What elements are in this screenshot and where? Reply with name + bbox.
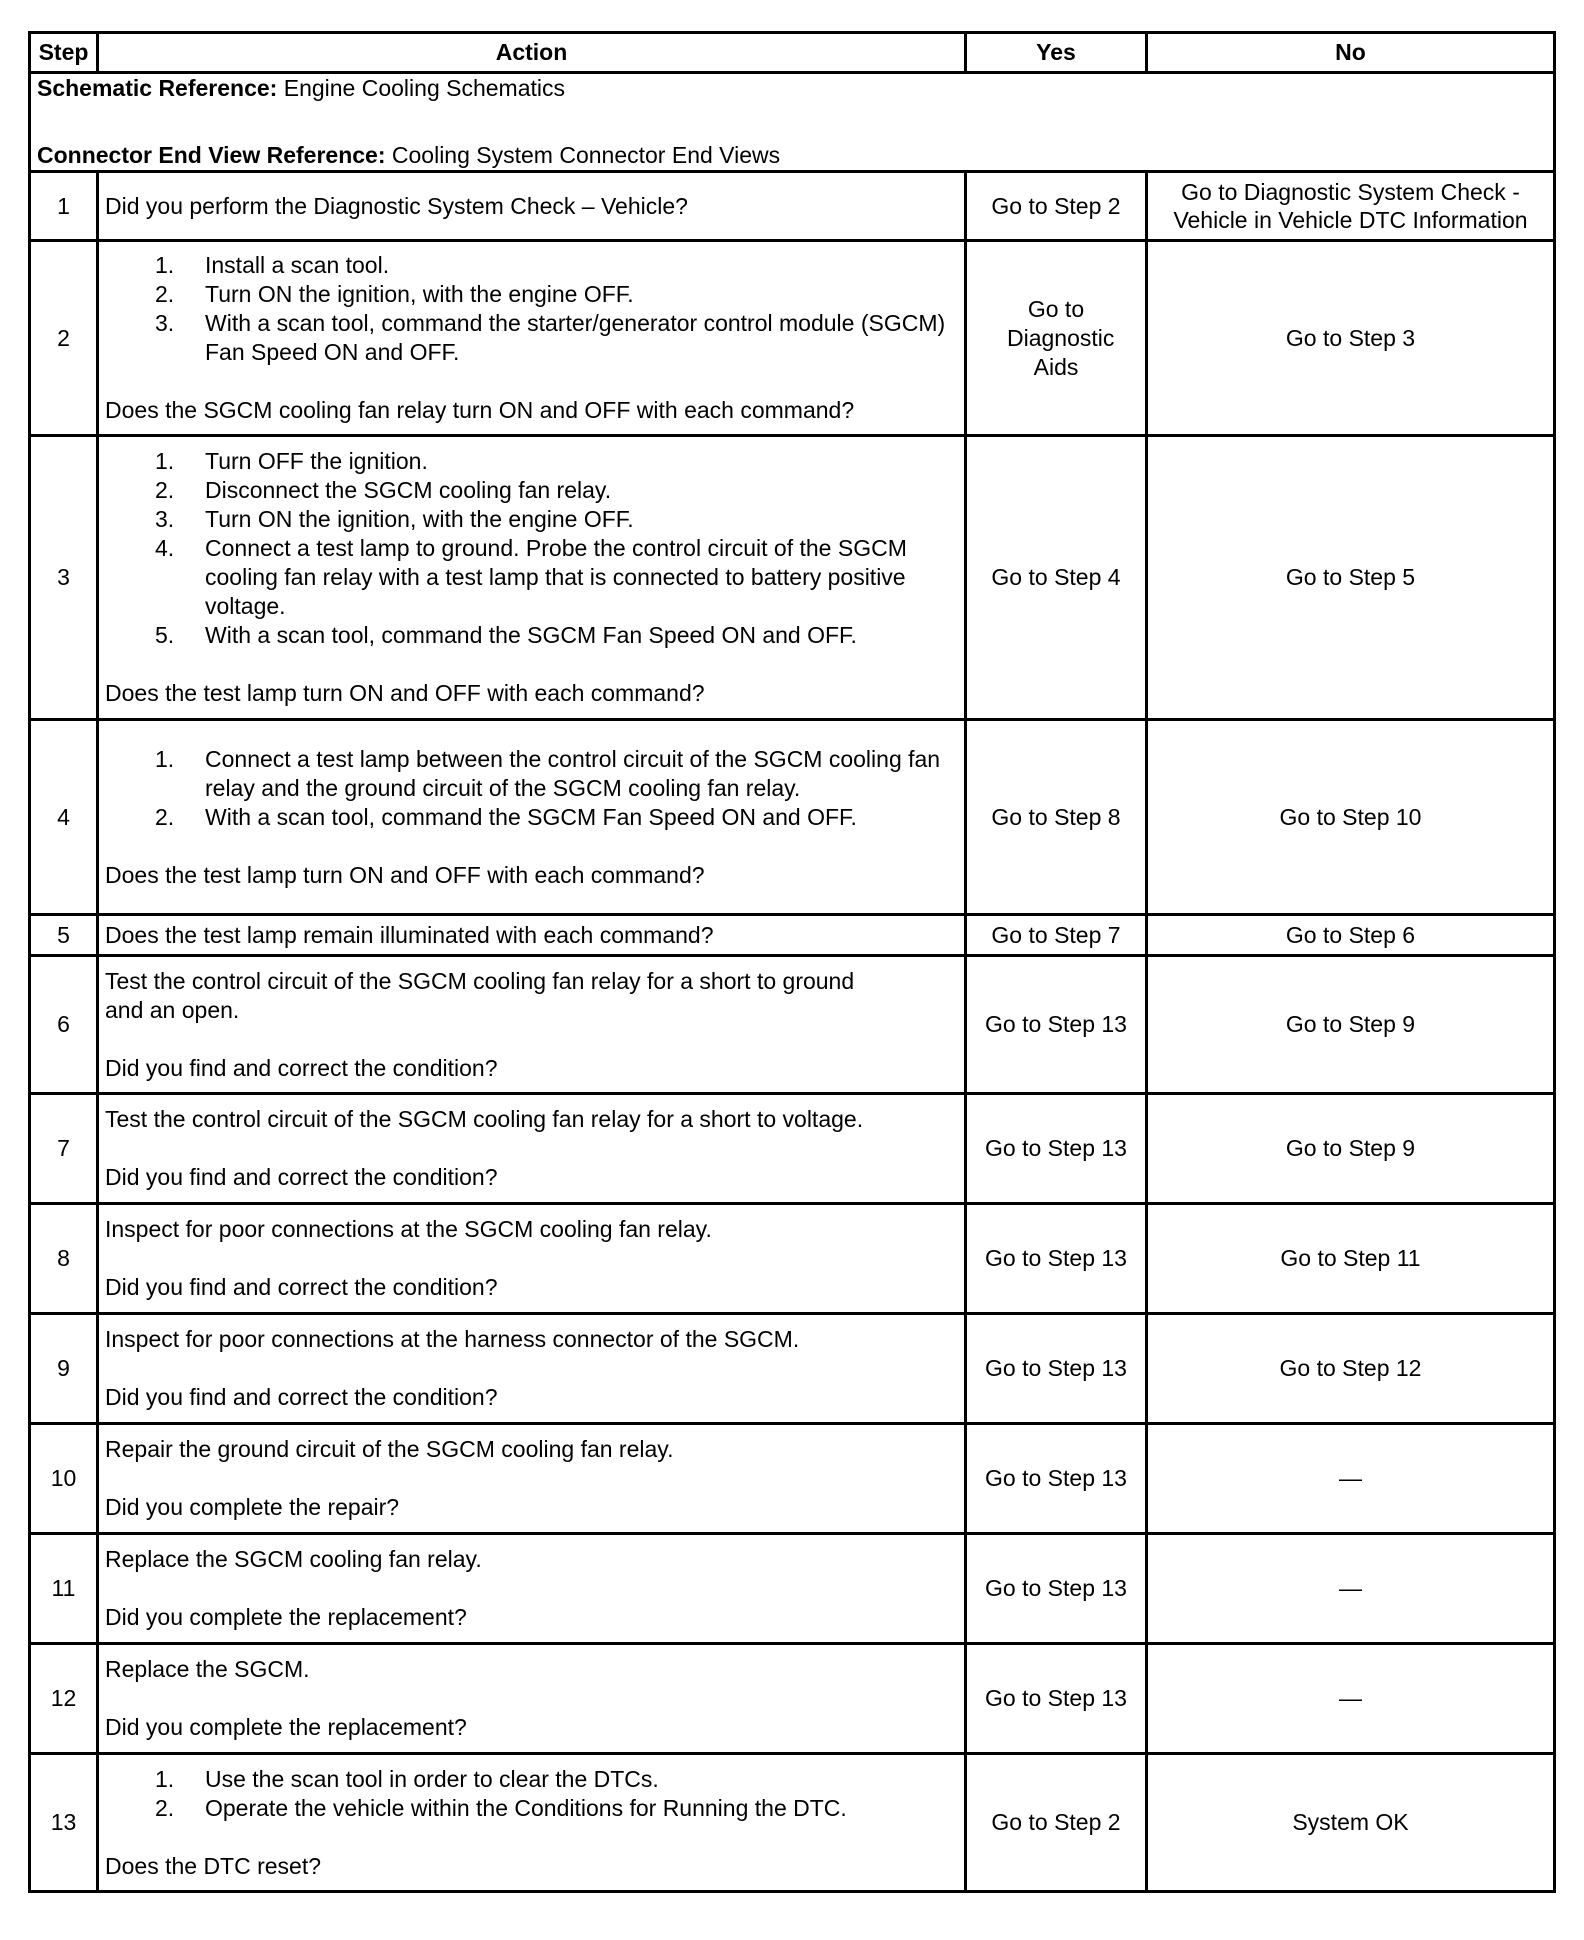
yes-cell: Go to Step 7 [966,915,1147,956]
action-cell [98,1534,966,1644]
step-number: 7 [30,1094,98,1204]
yes-cell: Go to Step 13 [966,1204,1147,1314]
table-row [30,1644,1555,1754]
action-cell [98,720,966,915]
step-number: 1 [30,172,98,241]
step-number: 12 [30,1644,98,1754]
no-cell: Go to Step 6 [1147,915,1555,956]
step-number: 3 [30,436,98,720]
step-number: 8 [30,1204,98,1314]
no-cell: Go to Diagnostic System Check - Vehicle in Vehicle DTC Information [1147,172,1555,241]
action-text: Replace the SGCM cooling fan relay. [105,1546,482,1572]
action-steps [105,447,958,650]
header-yes: Yes [966,33,1147,73]
no-cell: — [1147,1424,1555,1534]
table-row [30,956,1555,1094]
table-row [30,1754,1555,1892]
action-steps [105,251,958,367]
action-steps [105,1765,958,1823]
action-question: Did you find and correct the condition? [105,1274,498,1300]
connector-reference: Connector End View Reference: Cooling System Connector End Views [37,142,781,168]
table-row [30,720,1555,915]
action-question: Did you find and correct the condition? [105,1054,498,1081]
action-cell [98,1204,966,1314]
no-cell: Go to Step 11 [1147,1204,1555,1314]
list-item: 2. With a scan tool, command the SGCM Fan Speed ON and OFF. [155,803,857,830]
action-cell [98,1094,966,1204]
no-cell: Go to Step 5 [1147,436,1555,720]
list-item: 2. Disconnect the SGCM cooling fan relay. [155,477,612,503]
list-item: 3. With a scan tool, command the starter/generator control module (SGCM) Fan Speed ON and OFF. [155,310,946,365]
yes-cell: Go to Diagnostic Aids [966,241,1147,436]
header-action: Action [98,33,966,73]
action-cell [98,1754,966,1892]
reference-row [30,73,1555,172]
table-row [30,1314,1555,1424]
no-cell: Go to Step 12 [1147,1314,1555,1424]
no-cell: Go to Step 9 [1147,1094,1555,1204]
action-cell [98,436,966,720]
table-row [30,915,1555,956]
action-cell [98,1424,966,1534]
no-cell: Go to Step 9 [1147,956,1555,1094]
action-text: Test the control circuit of the SGCM cooling fan relay for a short to ground and an open. [105,967,855,1023]
header-step: Step [30,33,98,73]
header-row [30,33,1555,73]
action-question: Does the test lamp turn ON and OFF with each command? [105,680,705,706]
yes-cell: Go to Step 13 [966,1424,1147,1534]
yes-cell: Go to Step 13 [966,1534,1147,1644]
list-item: 3. Turn ON the ignition, with the engine OFF. [155,506,634,532]
table-row [30,241,1555,436]
action-question: Does the test lamp remain illuminated with each command? [105,921,714,948]
diagnostic-table [28,31,1556,1893]
action-cell [98,172,966,241]
action-question: Did you find and correct the condition? [105,1384,498,1410]
action-cell [98,956,966,1094]
action-cell [98,915,966,956]
step-number: 9 [30,1314,98,1424]
yes-cell: Go to Step 13 [966,1644,1147,1754]
step-number: 13 [30,1754,98,1892]
yes-cell: Go to Step 13 [966,1094,1147,1204]
table-row [30,1424,1555,1534]
no-cell: Go to Step 3 [1147,241,1555,436]
step-number: 2 [30,241,98,436]
list-item: 2. Operate the vehicle within the Conditions for Running the DTC. [155,1794,847,1821]
header-no: No [1147,33,1555,73]
action-question: Did you complete the replacement? [105,1714,467,1740]
table-row [30,1094,1555,1204]
step-number: 5 [30,915,98,956]
action-question: Did you perform the Diagnostic System Check – Vehicle? [105,192,688,219]
action-steps [105,745,958,832]
no-cell: System OK [1147,1754,1555,1892]
action-text: Replace the SGCM. [105,1656,310,1682]
action-cell [98,241,966,436]
list-item: 1. Turn OFF the ignition. [155,448,428,474]
table-row [30,172,1555,241]
table-row [30,436,1555,720]
list-item: 1. Connect a test lamp between the control circuit of the SGCM cooling fan relay and the ground circuit of the SGCM cooling fan relay. [155,745,941,801]
references-cell [30,73,1555,172]
list-item: 4. Connect a test lamp to ground. Probe the control circuit of the SGCM cooling fan relay with a test lamp that is connected to battery positive voltage. [155,535,907,619]
no-cell: — [1147,1644,1555,1754]
action-question: Does the SGCM cooling fan relay turn ON and OFF with each command? [105,397,855,423]
yes-cell: Go to Step 2 [966,1754,1147,1892]
list-item: 1. Install a scan tool. [155,252,390,278]
action-text: Repair the ground circuit of the SGCM cooling fan relay. [105,1436,674,1462]
list-item: 2. Turn ON the ignition, with the engine OFF. [155,281,634,307]
step-number: 6 [30,956,98,1094]
step-number: 4 [30,720,98,915]
table-row [30,1204,1555,1314]
action-cell [98,1314,966,1424]
action-text: Test the control circuit of the SGCM cooling fan relay for a short to voltage. [105,1106,864,1132]
action-question: Did you find and correct the condition? [105,1164,498,1190]
action-question: Did you complete the replacement? [105,1604,467,1630]
no-cell: — [1147,1534,1555,1644]
action-question: Does the DTC reset? [105,1852,322,1879]
no-cell: Go to Step 10 [1147,720,1555,915]
step-number: 11 [30,1534,98,1644]
step-number: 10 [30,1424,98,1534]
action-text: Inspect for poor connections at the harness connector of the SGCM. [105,1326,800,1352]
yes-cell: Go to Step 8 [966,720,1147,915]
action-question: Does the test lamp turn ON and OFF with each command? [105,861,705,888]
action-question: Did you complete the repair? [105,1494,400,1520]
yes-cell: Go to Step 13 [966,956,1147,1094]
yes-cell: Go to Step 2 [966,172,1147,241]
table-row [30,1534,1555,1644]
action-cell [98,1644,966,1754]
list-item: 1. Use the scan tool in order to clear the DTCs. [155,1765,659,1792]
schematic-reference: Schematic Reference: Engine Cooling Schematics [37,75,566,101]
yes-cell: Go to Step 13 [966,1314,1147,1424]
list-item: 5. With a scan tool, command the SGCM Fan Speed ON and OFF. [155,622,857,648]
action-text: Inspect for poor connections at the SGCM cooling fan relay. [105,1216,712,1242]
yes-cell: Go to Step 4 [966,436,1147,720]
